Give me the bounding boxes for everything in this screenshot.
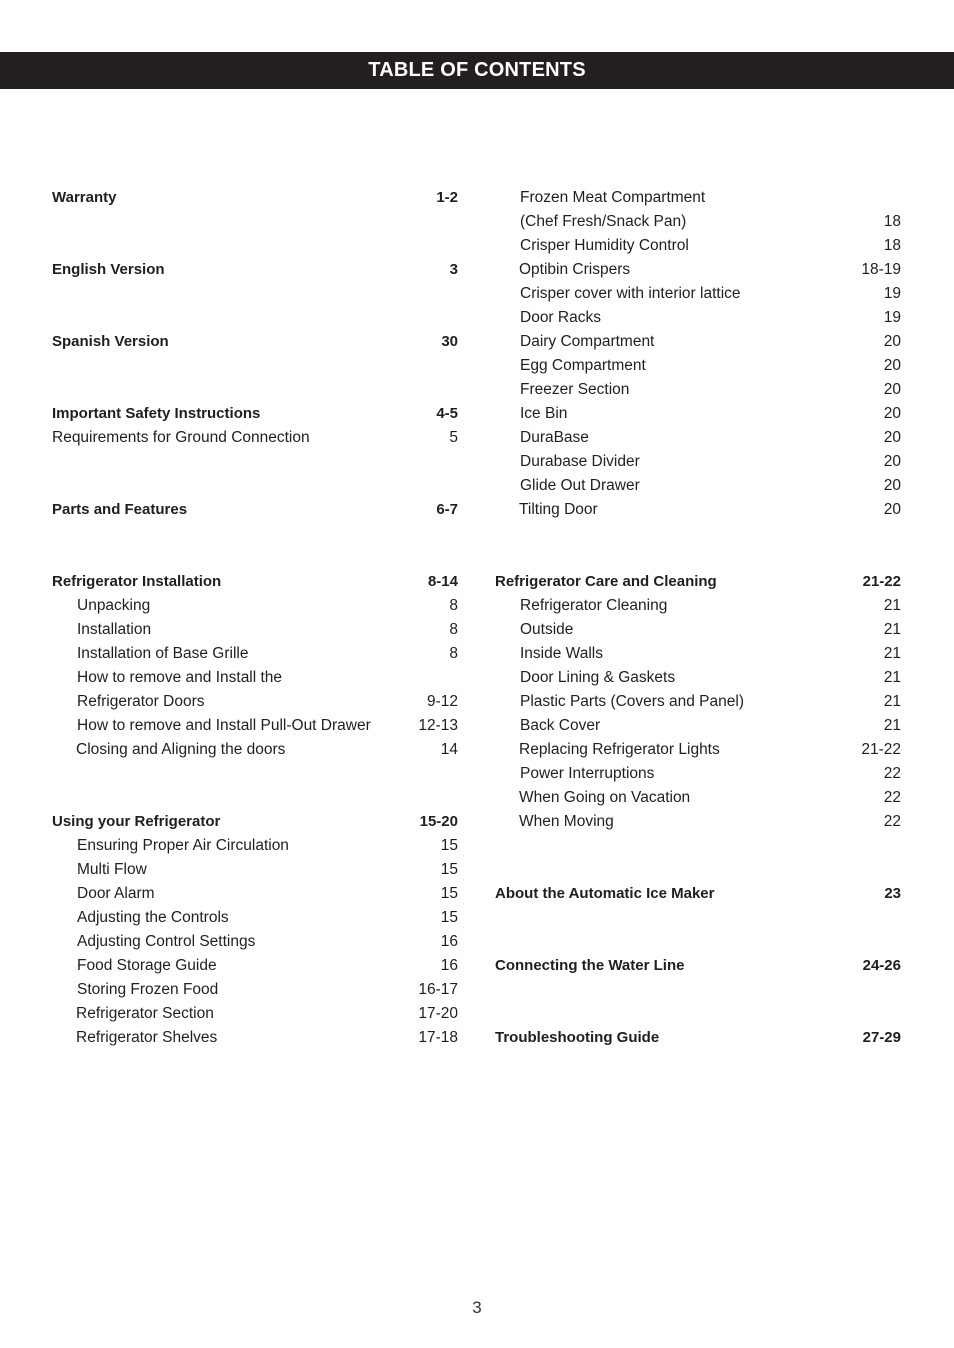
toc-item[interactable]: Frozen Meat Compartment — [520, 189, 706, 206]
toc-item[interactable]: Door Alarm 15 — [77, 885, 458, 902]
toc-item[interactable]: How to remove and Install the — [77, 669, 283, 686]
toc-item[interactable]: Ice Bin 20 — [520, 405, 901, 422]
toc-section-care-cleaning[interactable]: Refrigerator Care and Cleaning 21-22 — [495, 573, 901, 590]
toc-item[interactable]: Inside Walls 21 — [520, 645, 901, 662]
toc-item[interactable]: Tilting Door 20 — [519, 501, 901, 518]
toc-item[interactable]: Door Racks 19 — [520, 309, 901, 326]
toc-item[interactable]: Back Cover 21 — [520, 717, 901, 734]
toc-item[interactable]: Food Storage Guide 16 — [77, 957, 458, 974]
toc-entry-troubleshooting[interactable]: Troubleshooting Guide 27-29 — [495, 1029, 901, 1046]
toc-entry-english-version[interactable]: English Version 3 — [52, 261, 458, 278]
toc-item[interactable]: How to remove and Install Pull-Out Drawer 12-13 — [77, 717, 458, 734]
toc-entry-parts-features[interactable]: Parts and Features 6-7 — [52, 501, 458, 518]
toc-item[interactable]: Replacing Refrigerator Lights 21-22 — [519, 741, 901, 758]
toc-section-installation[interactable]: Refrigerator Installation 8-14 — [52, 573, 458, 590]
toc-item[interactable]: Closing and Aligning the doors 14 — [76, 741, 458, 758]
toc-entry-spanish-version[interactable]: Spanish Version 30 — [52, 333, 458, 350]
toc-title-banner — [0, 52, 954, 89]
toc-entry-warranty[interactable]: Warranty 1-2 — [52, 189, 458, 206]
toc-item[interactable]: Multi Flow 15 — [77, 861, 458, 878]
toc-left-column — [52, 186, 458, 1050]
toc-item[interactable]: Egg Compartment 20 — [520, 357, 901, 374]
page-number: 3 — [472, 1298, 482, 1317]
toc-item[interactable]: Dairy Compartment 20 — [520, 333, 901, 350]
toc-entry-ice-maker[interactable]: About the Automatic Ice Maker 23 — [495, 885, 901, 902]
toc-item[interactable]: Crisper cover with interior lattice 19 — [520, 285, 901, 302]
toc-item[interactable]: When Going on Vacation 22 — [519, 789, 901, 806]
toc-item[interactable]: Refrigerator Doors 9-12 — [77, 693, 458, 710]
toc-entry-water-line[interactable]: Connecting the Water Line 24-26 — [495, 957, 901, 974]
toc-item[interactable]: Unpacking 8 — [77, 597, 458, 614]
toc-item[interactable]: Freezer Section 20 — [520, 381, 901, 398]
toc-item[interactable]: Crisper Humidity Control 18 — [520, 237, 901, 254]
toc-item[interactable]: Refrigerator Cleaning 21 — [520, 597, 901, 614]
toc-item[interactable]: When Moving 22 — [519, 813, 901, 830]
toc-item[interactable]: Adjusting Control Settings 16 — [77, 933, 458, 950]
toc-item[interactable]: Durabase Divider 20 — [520, 453, 901, 470]
toc-section-using[interactable]: Using your Refrigerator 15-20 — [52, 813, 458, 830]
toc-item[interactable]: Installation of Base Grille 8 — [77, 645, 458, 662]
toc-item[interactable]: Glide Out Drawer 20 — [520, 477, 901, 494]
page-title: TABLE OF CONTENTS — [368, 59, 586, 81]
toc-right-column — [495, 186, 901, 1050]
toc-item[interactable]: Installation 8 — [77, 621, 458, 638]
toc-item[interactable]: Plastic Parts (Covers and Panel) 21 — [520, 693, 901, 710]
toc-entry-safety-instructions[interactable]: Important Safety Instructions 4-5 — [52, 405, 458, 422]
toc-item[interactable]: Optibin Crispers 18-19 — [519, 261, 901, 278]
toc-item[interactable]: Storing Frozen Food 16-17 — [77, 981, 458, 998]
toc-item[interactable]: Ensuring Proper Air Circulation 15 — [77, 837, 458, 854]
toc-item[interactable]: DuraBase 20 — [520, 429, 901, 446]
toc-item[interactable]: Adjusting the Controls 15 — [77, 909, 458, 926]
toc-item[interactable]: (Chef Fresh/Snack Pan) 18 — [520, 213, 901, 230]
toc-entry-ground-connection[interactable]: Requirements for Ground Connection 5 — [52, 429, 458, 446]
toc-item[interactable]: Refrigerator Shelves 17-18 — [76, 1029, 458, 1046]
toc-item[interactable]: Door Lining & Gaskets 21 — [520, 669, 901, 686]
toc-item[interactable]: Outside 21 — [520, 621, 901, 638]
toc-item[interactable]: Refrigerator Section 17-20 — [76, 1005, 458, 1022]
toc-item[interactable]: Power Interruptions 22 — [520, 765, 901, 782]
